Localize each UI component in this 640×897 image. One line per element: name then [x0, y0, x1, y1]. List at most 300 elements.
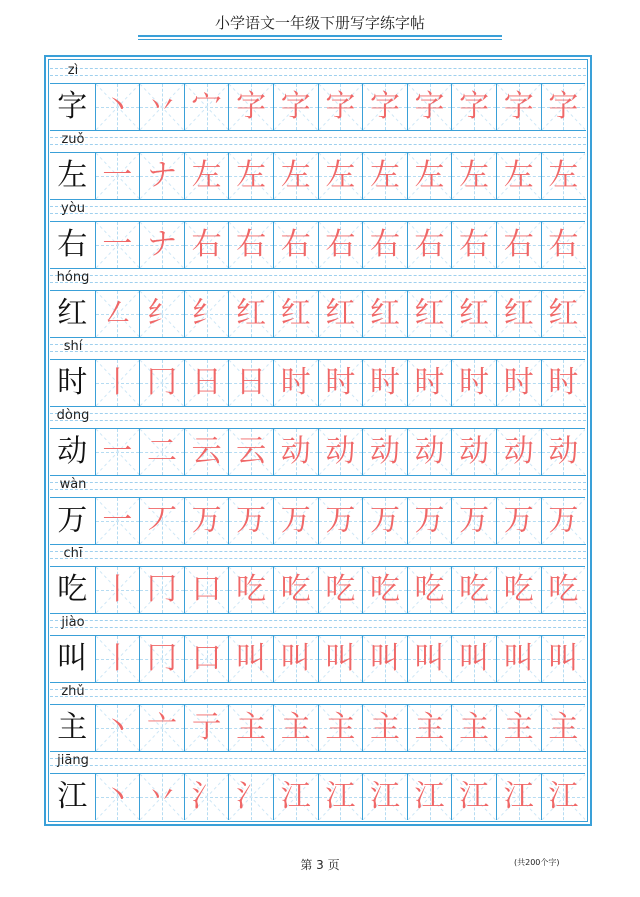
- stroke-order-character: 红: [548, 296, 579, 331]
- stroke-order-character: 一: [102, 434, 133, 469]
- practice-row: [50, 199, 586, 268]
- tracing-cell: [273, 152, 318, 199]
- stroke-order-character: 亠: [146, 710, 177, 745]
- stroke-order-character: 江: [414, 779, 445, 814]
- tracing-cell: [541, 566, 586, 613]
- stroke-order-character: ナ: [146, 227, 177, 262]
- tracing-cell: [95, 359, 140, 406]
- tracing-cell: [407, 83, 452, 130]
- stroke-order-character: 右: [325, 227, 356, 262]
- tracing-cell: [95, 428, 140, 475]
- tracing-cell: [95, 83, 140, 130]
- stroke-order-character: 吃: [414, 572, 445, 607]
- title-underline-thin: [138, 39, 502, 40]
- stroke-order-character: 主: [459, 710, 490, 745]
- model-character: 叫: [57, 641, 88, 676]
- stroke-order-character: 吃: [548, 572, 579, 607]
- tracing-cell: [541, 83, 586, 130]
- practice-grid: [50, 61, 586, 820]
- tracing-cell: [95, 497, 140, 544]
- tracing-cell: [407, 359, 452, 406]
- tracing-cell: [496, 152, 541, 199]
- stroke-order-character: 丷: [146, 779, 177, 814]
- stroke-order-character: 主: [280, 710, 311, 745]
- tracing-cell: [139, 83, 184, 130]
- stroke-order-character: 万: [280, 503, 311, 538]
- tracing-cell: [496, 635, 541, 682]
- tracing-cell: [407, 566, 452, 613]
- tracing-cell: [496, 428, 541, 475]
- tracing-cell: [184, 773, 229, 820]
- stroke-order-character: 左: [414, 158, 445, 193]
- stroke-order-character: 冂: [146, 572, 177, 607]
- tracing-cell: [95, 773, 140, 820]
- tracing-cell: [541, 704, 586, 751]
- stroke-order-character: 动: [548, 434, 579, 469]
- tracing-cell: [228, 704, 273, 751]
- tracing-cell: [273, 704, 318, 751]
- tracing-cell: [139, 290, 184, 337]
- model-character: 红: [57, 296, 88, 331]
- tracing-cell: [228, 83, 273, 130]
- pinyin-band: [50, 613, 586, 635]
- stroke-order-character: 江: [548, 779, 579, 814]
- stroke-order-character: 左: [280, 158, 311, 193]
- stroke-order-character: 动: [414, 434, 445, 469]
- stroke-order-character: 左: [236, 158, 267, 193]
- stroke-order-character: 左: [191, 158, 222, 193]
- stroke-order-character: 红: [280, 296, 311, 331]
- model-character-cell: [50, 221, 95, 268]
- stroke-order-character: 红: [414, 296, 445, 331]
- tracing-cell: [318, 221, 363, 268]
- stroke-order-character: 时: [414, 365, 445, 400]
- tracing-cell: [228, 566, 273, 613]
- tracing-cell: [451, 566, 496, 613]
- stroke-order-character: 万: [236, 503, 267, 538]
- pinyin-band: [50, 544, 586, 566]
- tracing-cell: [318, 359, 363, 406]
- tracing-cell: [362, 635, 407, 682]
- tracing-cell: [318, 428, 363, 475]
- tracing-cell: [362, 83, 407, 130]
- tracing-cell: [496, 359, 541, 406]
- character-count: (共200个字): [514, 858, 560, 867]
- stroke-order-character: 云: [191, 434, 222, 469]
- tracing-cell: [496, 566, 541, 613]
- pinyin-band: [50, 337, 586, 359]
- tracing-cell: [184, 635, 229, 682]
- tracing-cell: [407, 152, 452, 199]
- stroke-order-character: 江: [503, 779, 534, 814]
- model-character: 时: [57, 365, 88, 400]
- tracing-cell: [451, 359, 496, 406]
- tracing-cell: [184, 152, 229, 199]
- stroke-order-character: 右: [236, 227, 267, 262]
- stroke-order-character: 丆: [146, 503, 177, 538]
- tracing-cell: [184, 704, 229, 751]
- stroke-order-character: 动: [280, 434, 311, 469]
- pinyin-label: jiāng: [57, 753, 89, 768]
- pinyin-label: wàn: [59, 477, 87, 492]
- tracing-cell: [451, 635, 496, 682]
- stroke-order-character: 字: [548, 89, 579, 124]
- tracing-cell: [228, 221, 273, 268]
- tracing-cell: [184, 566, 229, 613]
- title-underline: [138, 35, 502, 37]
- practice-row: [50, 406, 586, 475]
- tracing-cell: [541, 773, 586, 820]
- model-character: 动: [57, 434, 88, 469]
- stroke-order-character: 动: [503, 434, 534, 469]
- tracing-cell: [541, 497, 586, 544]
- tracing-cell: [139, 221, 184, 268]
- stroke-order-character: 字: [236, 89, 267, 124]
- practice-row: [50, 613, 586, 682]
- tracing-cell: [451, 152, 496, 199]
- tracing-cell: [318, 152, 363, 199]
- stroke-order-character: 日: [236, 365, 267, 400]
- model-character-cell: [50, 635, 95, 682]
- stroke-order-character: 字: [369, 89, 400, 124]
- tracing-cell: [95, 221, 140, 268]
- stroke-order-character: 叫: [325, 641, 356, 676]
- tracing-cell: [407, 635, 452, 682]
- pinyin-band: [50, 406, 586, 428]
- stroke-order-character: 万: [325, 503, 356, 538]
- pinyin-band: [50, 268, 586, 290]
- stroke-order-character: 万: [414, 503, 445, 538]
- stroke-order-character: 红: [236, 296, 267, 331]
- model-character-cell: [50, 290, 95, 337]
- stroke-order-character: 二: [146, 434, 177, 469]
- tracing-cell: [273, 497, 318, 544]
- tracing-cell: [273, 221, 318, 268]
- pinyin-label: dòng: [56, 408, 90, 423]
- stroke-order-character: 左: [325, 158, 356, 193]
- stroke-order-character: 丨: [102, 641, 133, 676]
- stroke-order-character: 丶: [102, 89, 133, 124]
- stroke-order-character: 动: [325, 434, 356, 469]
- tracing-cell: [541, 359, 586, 406]
- tracing-cell: [184, 428, 229, 475]
- practice-row: [50, 751, 586, 820]
- tracing-cell: [541, 428, 586, 475]
- stroke-order-character: 红: [369, 296, 400, 331]
- stroke-order-character: 江: [325, 779, 356, 814]
- tracing-cell: [95, 152, 140, 199]
- tracing-cell: [362, 221, 407, 268]
- stroke-order-character: 主: [548, 710, 579, 745]
- stroke-order-character: 江: [369, 779, 400, 814]
- stroke-order-character: 字: [325, 89, 356, 124]
- pinyin-label: hóng: [56, 270, 90, 285]
- model-character: 主: [57, 710, 88, 745]
- stroke-order-character: 吃: [325, 572, 356, 607]
- model-character: 字: [57, 89, 88, 124]
- stroke-order-character: 右: [548, 227, 579, 262]
- stroke-order-character: 红: [325, 296, 356, 331]
- tracing-cell: [362, 704, 407, 751]
- tracing-cell: [184, 221, 229, 268]
- pinyin-band: [50, 751, 586, 773]
- pinyin-label: chī: [63, 546, 83, 561]
- stroke-order-character: ナ: [146, 158, 177, 193]
- stroke-order-character: 万: [191, 503, 222, 538]
- stroke-order-character: 主: [236, 710, 267, 745]
- stroke-order-character: 叫: [548, 641, 579, 676]
- tracing-cell: [407, 773, 452, 820]
- stroke-order-character: 吃: [369, 572, 400, 607]
- tracing-cell: [228, 290, 273, 337]
- tracing-cell: [184, 359, 229, 406]
- tracing-cell: [451, 290, 496, 337]
- pinyin-band: [50, 130, 586, 152]
- pinyin-band: [50, 199, 586, 221]
- tracing-cell: [273, 428, 318, 475]
- tracing-cell: [362, 290, 407, 337]
- tracing-cell: [407, 497, 452, 544]
- tracing-cell: [139, 497, 184, 544]
- stroke-order-character: 字: [459, 89, 490, 124]
- stroke-order-character: 丷: [146, 89, 177, 124]
- tracing-cell: [318, 497, 363, 544]
- stroke-order-character: 口: [191, 572, 222, 607]
- tracing-cell: [318, 290, 363, 337]
- stroke-order-character: 吃: [459, 572, 490, 607]
- model-character: 左: [57, 158, 88, 193]
- tracing-cell: [139, 359, 184, 406]
- tracing-cell: [318, 83, 363, 130]
- tracing-cell: [451, 428, 496, 475]
- page-number: 第 3 页: [300, 858, 340, 872]
- stroke-order-character: 主: [325, 710, 356, 745]
- pinyin-label: zì: [67, 63, 79, 78]
- stroke-order-character: 动: [459, 434, 490, 469]
- tracing-cell: [407, 428, 452, 475]
- practice-row: [50, 475, 586, 544]
- stroke-order-character: 万: [369, 503, 400, 538]
- stroke-order-character: 右: [414, 227, 445, 262]
- stroke-order-character: 字: [503, 89, 534, 124]
- stroke-order-character: 时: [459, 365, 490, 400]
- model-character-cell: [50, 152, 95, 199]
- tracing-cell: [407, 221, 452, 268]
- stroke-order-character: 时: [548, 365, 579, 400]
- stroke-order-character: 主: [503, 710, 534, 745]
- pinyin-label: zhǔ: [61, 684, 85, 699]
- stroke-order-character: 右: [503, 227, 534, 262]
- tracing-cell: [541, 290, 586, 337]
- tracing-cell: [273, 773, 318, 820]
- stroke-order-character: 红: [503, 296, 534, 331]
- tracing-cell: [407, 290, 452, 337]
- tracing-cell: [451, 221, 496, 268]
- stroke-order-character: 丨: [102, 572, 133, 607]
- tracing-cell: [362, 428, 407, 475]
- tracing-cell: [541, 152, 586, 199]
- stroke-order-character: 口: [191, 641, 222, 676]
- tracing-cell: [95, 290, 140, 337]
- stroke-order-character: 动: [369, 434, 400, 469]
- stroke-order-character: 丨: [102, 365, 133, 400]
- model-character-cell: [50, 428, 95, 475]
- stroke-order-character: 吃: [236, 572, 267, 607]
- stroke-order-character: 亍: [191, 710, 222, 745]
- stroke-order-character: 万: [548, 503, 579, 538]
- tracing-cell: [228, 359, 273, 406]
- stroke-order-character: 日: [191, 365, 222, 400]
- tracing-cell: [318, 773, 363, 820]
- stroke-order-character: 时: [325, 365, 356, 400]
- tracing-cell: [451, 497, 496, 544]
- pinyin-band: [50, 61, 586, 83]
- stroke-order-character: 右: [459, 227, 490, 262]
- pinyin-label: shí: [63, 339, 83, 354]
- model-character-cell: [50, 83, 95, 130]
- practice-row: [50, 682, 586, 751]
- stroke-order-character: 氵: [236, 779, 267, 814]
- stroke-order-character: 叫: [236, 641, 267, 676]
- tracing-cell: [496, 221, 541, 268]
- model-character: 右: [57, 227, 88, 262]
- tracing-cell: [273, 566, 318, 613]
- stroke-order-character: 冂: [146, 641, 177, 676]
- stroke-order-character: 主: [369, 710, 400, 745]
- tracing-cell: [228, 152, 273, 199]
- stroke-order-character: 字: [280, 89, 311, 124]
- tracing-cell: [362, 152, 407, 199]
- pinyin-band: [50, 682, 586, 704]
- stroke-order-character: 主: [414, 710, 445, 745]
- stroke-order-character: 叫: [369, 641, 400, 676]
- tracing-cell: [184, 83, 229, 130]
- model-character-cell: [50, 773, 95, 820]
- tracing-cell: [496, 83, 541, 130]
- stroke-order-character: 右: [280, 227, 311, 262]
- tracing-cell: [95, 704, 140, 751]
- tracing-cell: [228, 773, 273, 820]
- stroke-order-character: 丶: [102, 779, 133, 814]
- stroke-order-character: 红: [459, 296, 490, 331]
- stroke-order-character: 万: [459, 503, 490, 538]
- stroke-order-character: 左: [369, 158, 400, 193]
- stroke-order-character: 时: [369, 365, 400, 400]
- tracing-cell: [139, 773, 184, 820]
- page-title: 小学语文一年级下册写字练字帖: [214, 14, 425, 32]
- model-character-cell: [50, 704, 95, 751]
- stroke-order-character: 叫: [459, 641, 490, 676]
- practice-row: [50, 130, 586, 199]
- stroke-order-character: 时: [503, 365, 534, 400]
- stroke-order-character: 右: [191, 227, 222, 262]
- stroke-order-character: 吃: [503, 572, 534, 607]
- stroke-order-character: 右: [369, 227, 400, 262]
- practice-row: [50, 544, 586, 613]
- tracing-cell: [139, 635, 184, 682]
- tracing-cell: [496, 773, 541, 820]
- tracing-cell: [273, 359, 318, 406]
- stroke-order-character: 云: [236, 434, 267, 469]
- practice-row: [50, 61, 586, 130]
- tracing-cell: [362, 566, 407, 613]
- tracing-cell: [496, 704, 541, 751]
- tracing-cell: [273, 83, 318, 130]
- tracing-cell: [228, 428, 273, 475]
- tracing-cell: [318, 566, 363, 613]
- tracing-cell: [139, 152, 184, 199]
- pinyin-band: [50, 475, 586, 497]
- tracing-cell: [407, 704, 452, 751]
- tracing-cell: [139, 566, 184, 613]
- model-character: 江: [57, 779, 88, 814]
- stroke-order-character: 左: [503, 158, 534, 193]
- stroke-order-character: ㇜: [102, 296, 133, 331]
- tracing-cell: [228, 497, 273, 544]
- stroke-order-character: 时: [280, 365, 311, 400]
- stroke-order-character: 万: [503, 503, 534, 538]
- tracing-cell: [451, 704, 496, 751]
- stroke-order-character: 一: [102, 503, 133, 538]
- model-character-cell: [50, 566, 95, 613]
- tracing-cell: [273, 290, 318, 337]
- tracing-cell: [362, 359, 407, 406]
- stroke-order-character: 冂: [146, 365, 177, 400]
- tracing-cell: [541, 221, 586, 268]
- model-character: 万: [57, 503, 88, 538]
- pinyin-label: zuǒ: [61, 132, 85, 147]
- stroke-order-character: 左: [548, 158, 579, 193]
- tracing-cell: [318, 635, 363, 682]
- stroke-order-character: 纟: [146, 296, 177, 331]
- stroke-order-character: 丶: [102, 710, 133, 745]
- model-character: 吃: [57, 572, 88, 607]
- stroke-order-character: 叫: [280, 641, 311, 676]
- stroke-order-character: 一: [102, 158, 133, 193]
- stroke-order-character: 叫: [414, 641, 445, 676]
- model-character-cell: [50, 497, 95, 544]
- tracing-cell: [95, 635, 140, 682]
- stroke-order-character: 氵: [191, 779, 222, 814]
- pinyin-label: jiào: [61, 615, 85, 630]
- tracing-cell: [228, 635, 273, 682]
- stroke-order-character: 叫: [503, 641, 534, 676]
- stroke-order-character: 纟: [191, 296, 222, 331]
- stroke-order-character: 一: [102, 227, 133, 262]
- practice-row: [50, 268, 586, 337]
- tracing-cell: [318, 704, 363, 751]
- tracing-cell: [273, 635, 318, 682]
- stroke-order-character: 左: [459, 158, 490, 193]
- tracing-cell: [139, 428, 184, 475]
- stroke-order-character: 字: [414, 89, 445, 124]
- tracing-cell: [451, 83, 496, 130]
- tracing-cell: [496, 290, 541, 337]
- practice-row: [50, 337, 586, 406]
- tracing-cell: [184, 290, 229, 337]
- stroke-order-character: 宀: [191, 89, 222, 124]
- stroke-order-character: 江: [459, 779, 490, 814]
- stroke-order-character: 吃: [280, 572, 311, 607]
- tracing-cell: [184, 497, 229, 544]
- tracing-cell: [362, 773, 407, 820]
- stroke-order-character: 江: [280, 779, 311, 814]
- tracing-cell: [362, 497, 407, 544]
- tracing-cell: [95, 566, 140, 613]
- pinyin-label: yòu: [61, 201, 85, 216]
- tracing-cell: [496, 497, 541, 544]
- tracing-cell: [541, 635, 586, 682]
